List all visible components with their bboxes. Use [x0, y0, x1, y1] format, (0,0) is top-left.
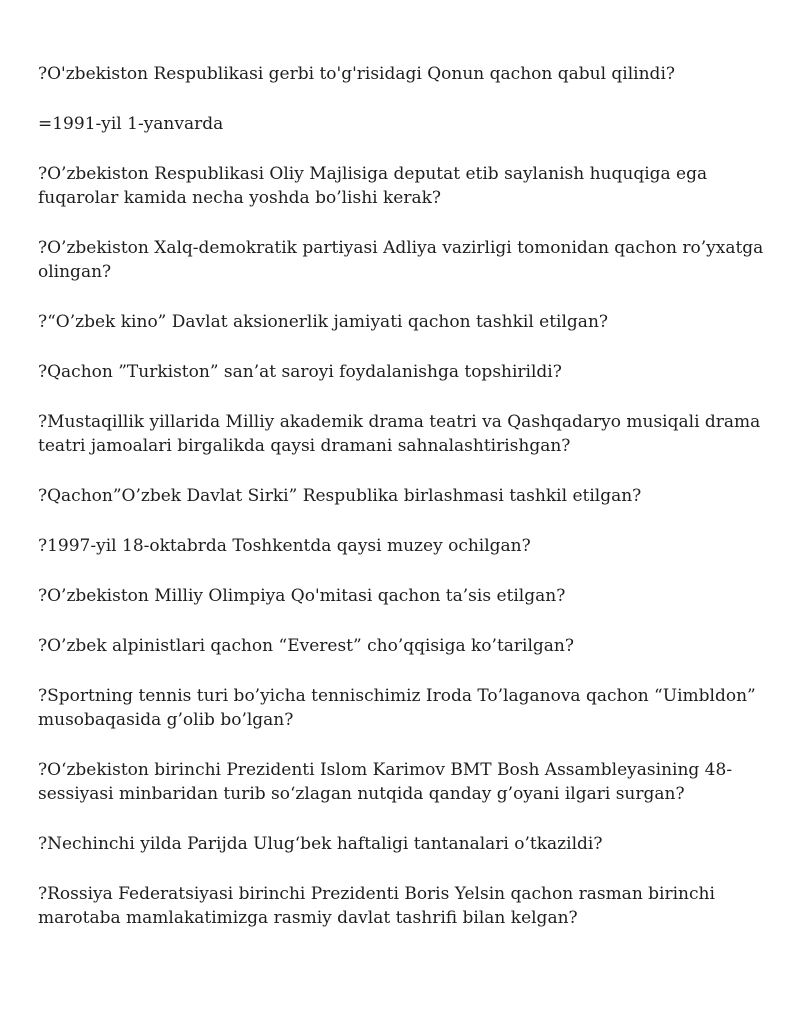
question-paragraph: ?“O’zbek kino” Davlat aksionerlik jamiyati qachon tashkil etilgan?	[38, 312, 609, 332]
document-body	[38, 62, 773, 956]
question-paragraph: ?O‘zbekiston birinchi Prezidenti Islom Karimov BMT Bosh Assambleyasining 48-sessiyasi minbaridan turib so‘zlagan nutqida qanday g’oyani ilgari surgan?	[38, 760, 733, 804]
question-paragraph: ?O'zbekiston Respublikasi gerbi to'g'risidagi Qonun qachon qabul qilindi?	[38, 64, 675, 84]
question-paragraph: ?1997-yil 18-oktabrda Toshkentda qaysi muzey ochilgan?	[38, 536, 531, 556]
question-paragraph: ?Rossiya Federatsiyasi birinchi Prezidenti Boris Yelsin qachon rasman birinchi marotaba mamlakatimizga rasmiy davlat tashrifi bilan kelgan?	[38, 884, 715, 928]
answer-paragraph: =1991-yil 1-yanvarda	[38, 114, 224, 134]
question-paragraph: ?Nechinchi yilda Parijda Ulug‘bek haftaligi tantanalari o’tkazildi?	[38, 834, 603, 854]
question-paragraph: ?Mustaqillik yillarida Milliy akademik drama teatri va Qashqadaryo musiqali drama teatri jamoalari birgalikda qaysi dramani sahnalashtirishgan?	[38, 412, 761, 456]
question-paragraph: ?Qachon”O’zbek Davlat Sirki” Respublika birlashmasi tashkil etilgan?	[38, 486, 642, 506]
question-paragraph: ?O’zbekiston Respublikasi Oliy Majlisiga deputat etib saylanish huquqiga ega fuqarolar kamida necha yoshda bo’lishi kerak?	[38, 164, 708, 208]
question-paragraph: ?O’zbekiston Xalq-demokratik partiyasi Adliya vazirligi tomonidan qachon ro’yxatga olingan?	[38, 238, 764, 282]
question-paragraph: ?O’zbekiston Milliy Olimpiya Qo'mitasi qachon ta’sis etilgan?	[38, 586, 566, 606]
question-paragraph: ?Qachon ”Turkiston” san’at saroyi foydalanishga topshirildi?	[38, 362, 562, 382]
question-paragraph: ?Sportning tennis turi bo’yicha tennischimiz Iroda To’laganova qachon “Uimbldon” musobaqasida g’olib bo’lgan?	[38, 686, 756, 730]
question-paragraph: ?O’zbek alpinistlari qachon “Everest” cho’qqisiga ko’tarilgan?	[38, 636, 574, 656]
